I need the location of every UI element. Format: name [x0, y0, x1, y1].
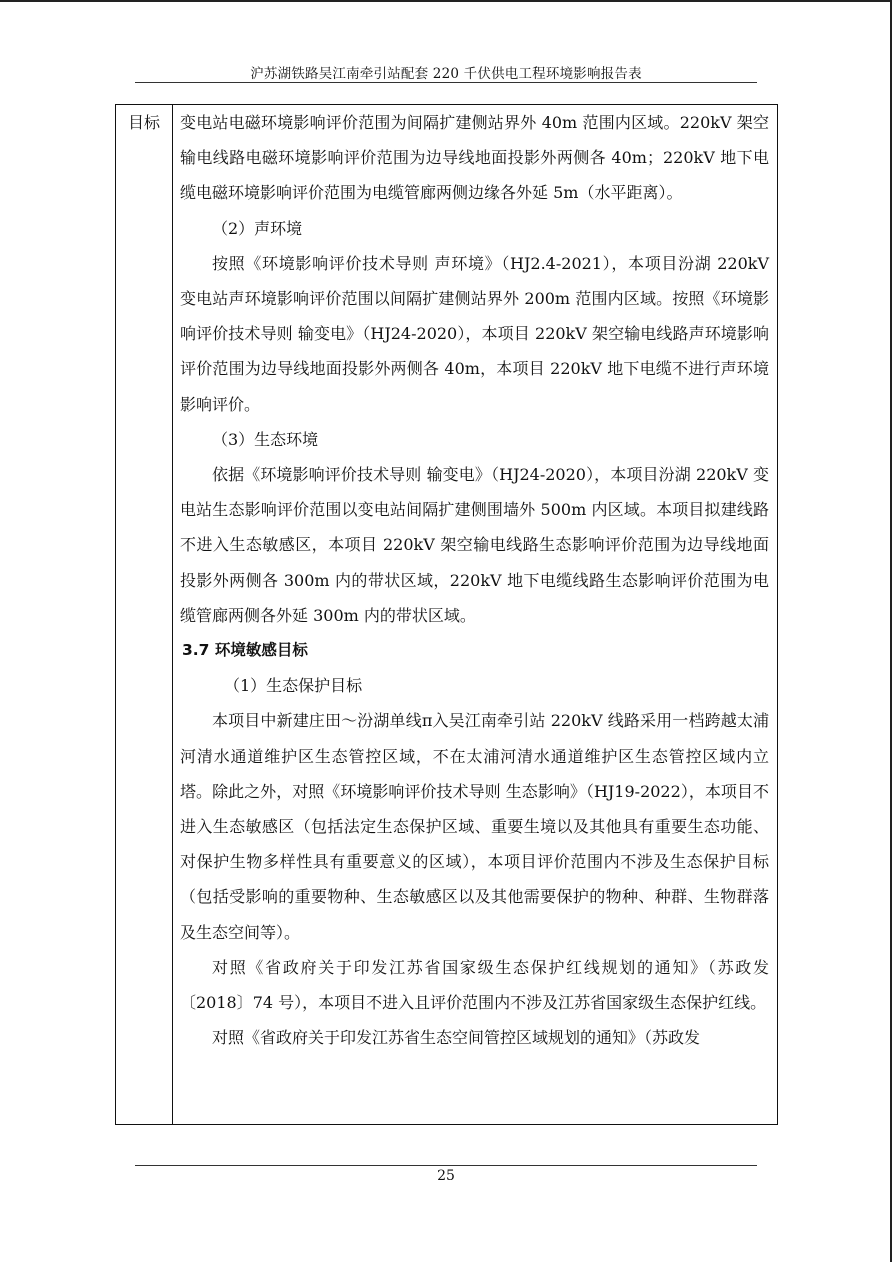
paragraph-eco-protection: 本项目中新建庄田～汾湖单线π入吴江南牵引站 220kV 线路采用一档跨越太浦河清水通道维护区生态管控区域，不在太浦河清水通道维护区生态管控区域内立塔。除此之外，对照《环境影响评价技术导则 生态影响》（HJ19-2022），本项目不进入生态敏感区（包括法定生态保护区域、重要生境以及其他具有重要生态功能、对保护生物多样性具有重要意义的区域），本项目评价范围内不涉及生态保护目标（包括受影响的重要物种、生态敏感区以及其他需要保护的物种、种群、生物群落及生态空间等）。 [180, 711, 769, 942]
content-cell [173, 105, 777, 1124]
subheading-sound: （2）声环境 [212, 218, 303, 238]
paragraph-em-scope: 变电站电磁环境影响评价范围为间隔扩建侧站界外 40m 范围内区域。220kV 架空输电线路电磁环境影响评价范围为边导线地面投影外两侧各 40m；220kV 地下电缆电磁环境影响评价范围为电缆管廊两侧边缘各外延 5m（水平距离）。 [180, 113, 769, 203]
paragraph-spatial-control: 对照《省政府关于印发江苏省生态空间管控区域规划的通知》（苏政发 [212, 1028, 701, 1048]
subheading-ecology: （3）生态环境 [212, 429, 319, 449]
header-rule [135, 82, 757, 83]
running-header: 沪苏湖铁路吴江南牵引站配套 220 千伏供电工程环境影响报告表 [250, 66, 642, 82]
paragraph-red-line: 对照《省政府关于印发江苏省国家级生态保护红线规划的通知》（苏政发〔2018〕74 号），本项目不进入且评价范围内不涉及江苏省国家级生态保护红线。 [180, 957, 769, 1013]
row-label-cell [116, 105, 173, 1124]
row-label: 目标 [127, 113, 160, 132]
footer-rule [135, 1165, 757, 1166]
page-top-border [0, 0, 892, 2]
paragraph-ecology-scope: 依据《环境影响评价技术导则 输变电》（HJ24-2020），本项目汾湖 220kV 变电站生态影响评价范围以变电站间隔扩建侧围墙外 500m 内区域。本项目拟建线路不进入生态敏感区，本项目 220kV 架空输电线路生态影响评价范围为边导线地面投影外两侧各 300m 内的带状区域，220kV 地下电缆线路生态影响评价范围为电缆管廊两侧各外延 300m 内的带状区域。 [180, 465, 769, 625]
paragraph-sound-scope: 按照《环境影响评价技术导则 声环境》（HJ2.4-2021），本项目汾湖 220kV 变电站声环境影响评价范围以间隔扩建侧站界外 200m 范围内区域。按照《环境影响评价技术导则 输变电》（HJ24-2020），本项目 220kV 架空输电线路声环境影响评价范围为边导线地面投影外两侧各 40m，本项目 220kV 地下电缆不进行声环境影响评价。 [180, 253, 769, 414]
section-heading-3-7: 3.7 环境敏感目标 [182, 641, 308, 660]
report-table [115, 104, 778, 1125]
subheading-eco-protection: （1）生态保护目标 [224, 676, 363, 696]
page-number: 25 [437, 1168, 455, 1184]
